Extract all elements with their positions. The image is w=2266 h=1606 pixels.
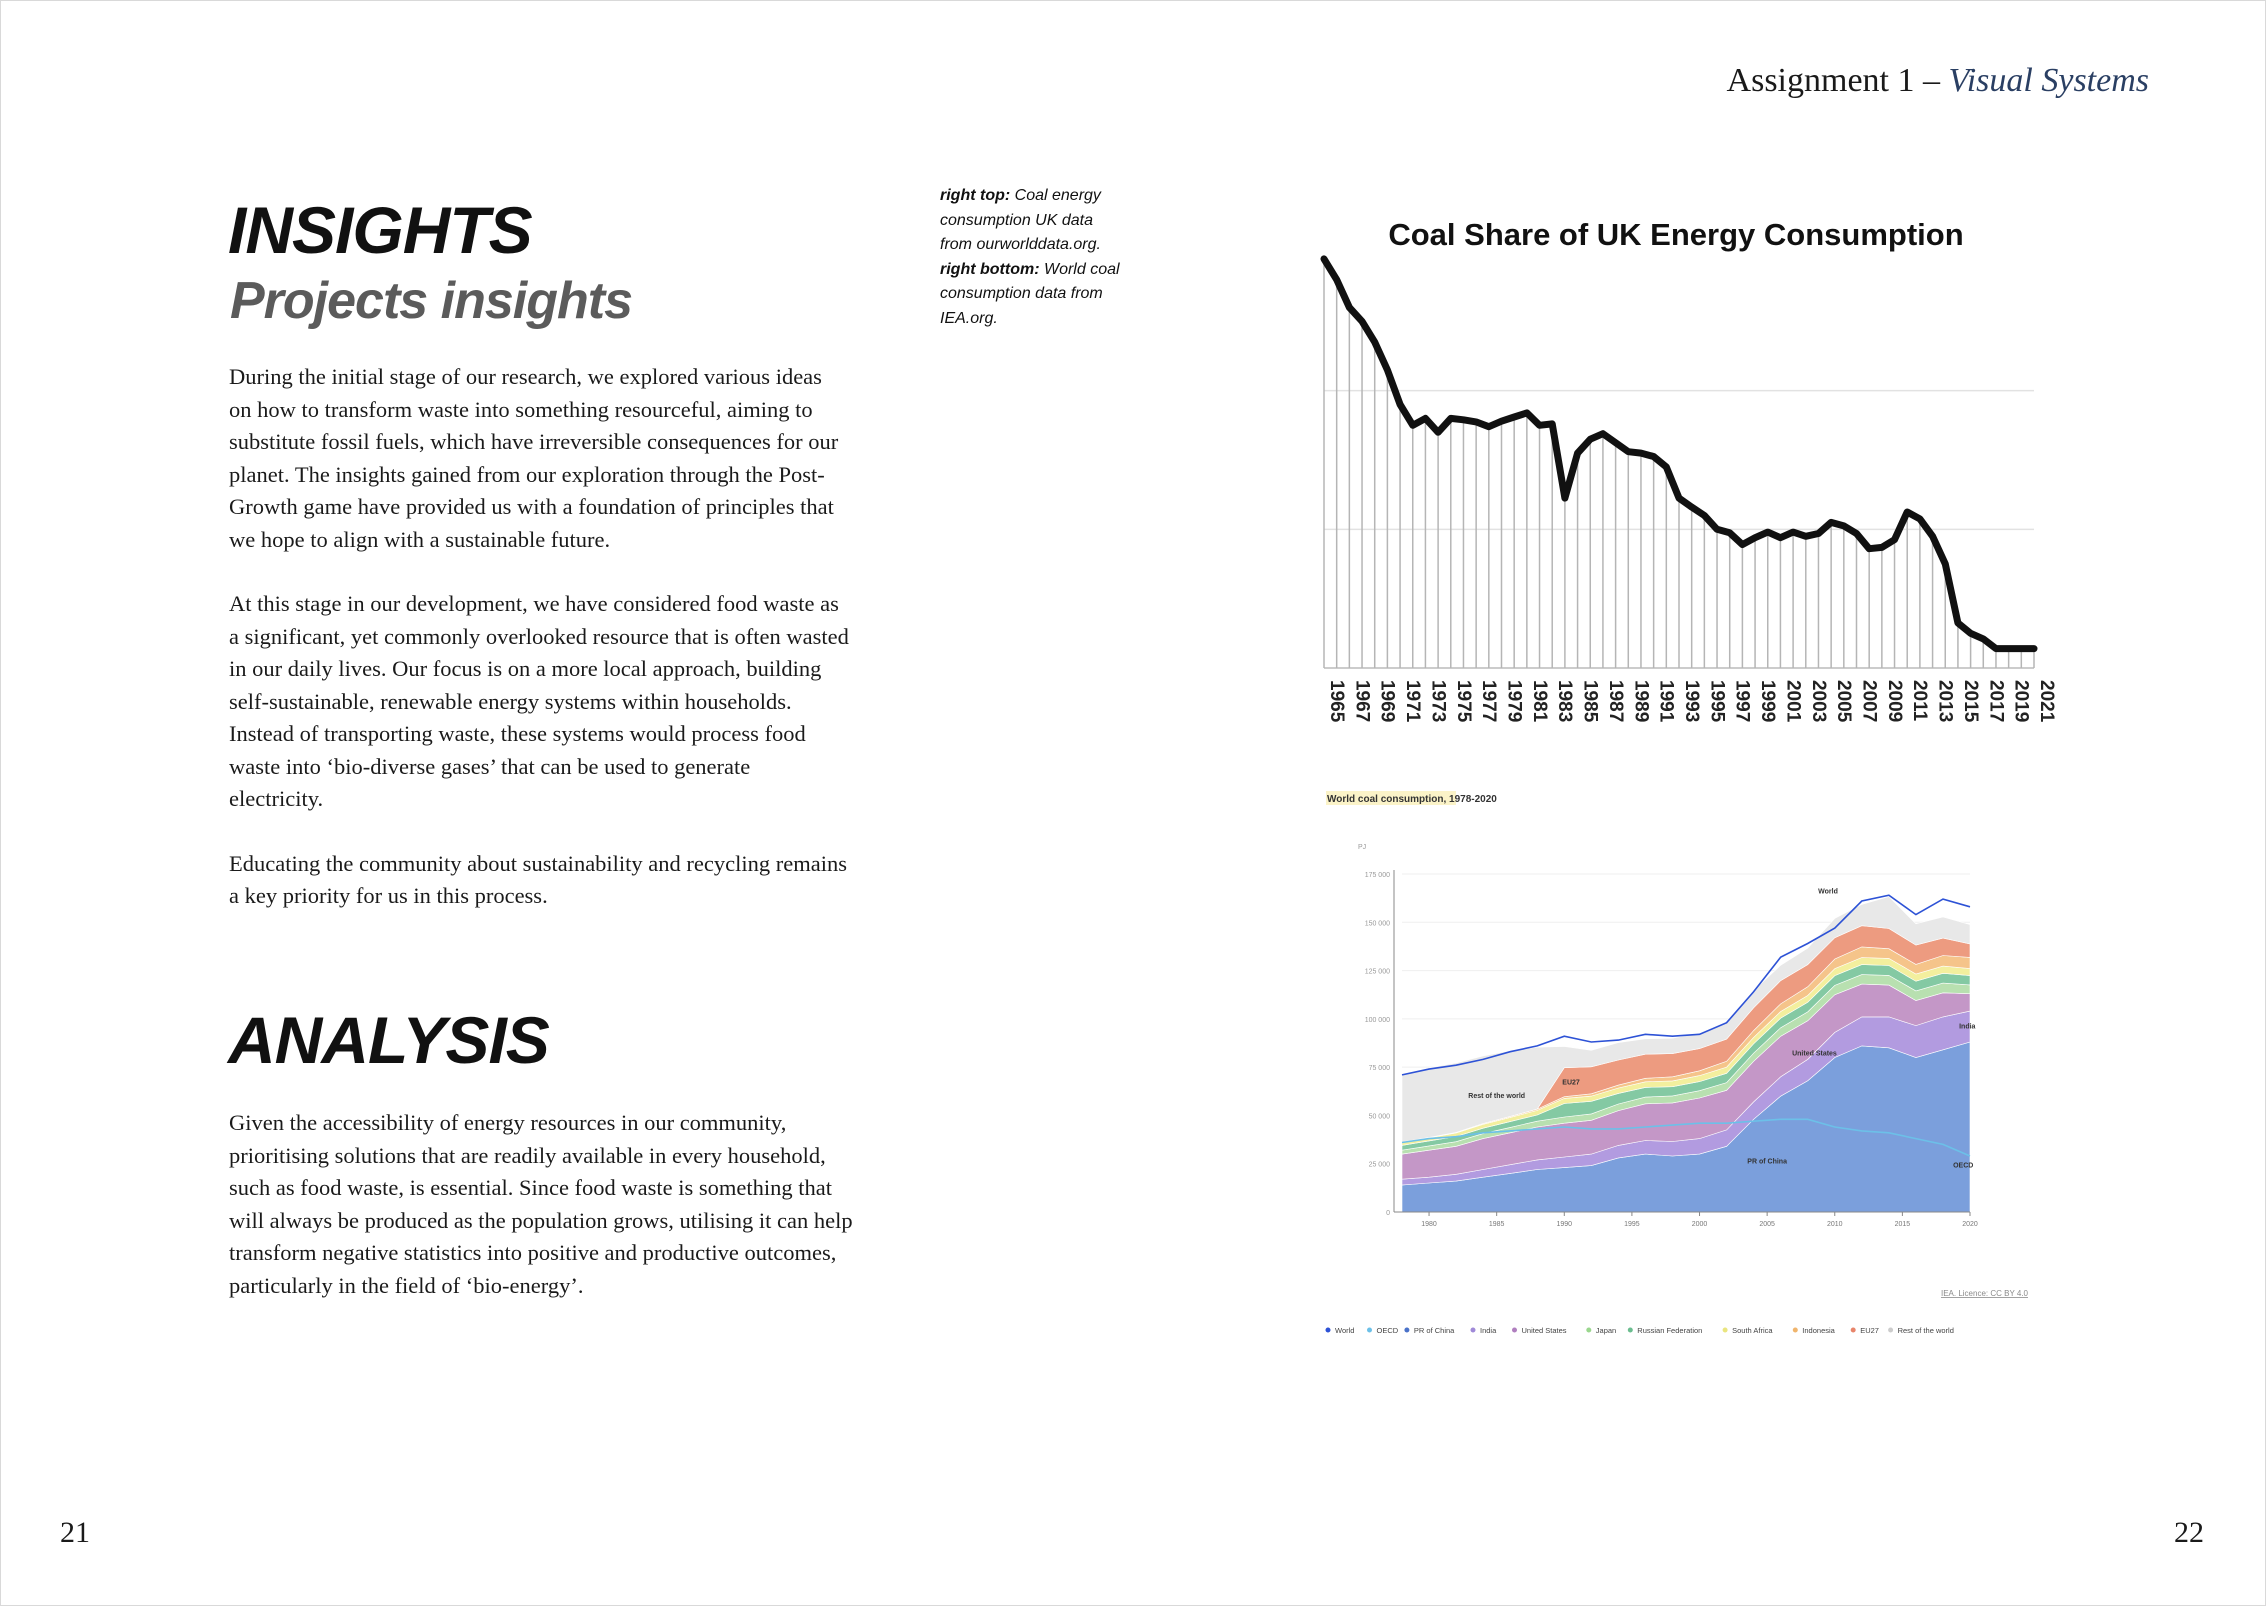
world-annotation-india: India (1959, 1023, 1976, 1031)
world-y-tick-125000: 125 000 (1364, 968, 1390, 976)
uk-coal-chart (1300, 200, 2060, 740)
world-y-tick-0: 0 (1386, 1210, 1390, 1217)
world-legend-marker (1888, 1328, 1893, 1333)
uk-tick-label-2007: 2007 (1858, 680, 1880, 723)
page-number-left: 21 (60, 1516, 90, 1549)
world-y-tick-100000: 100 000 (1364, 1016, 1390, 1024)
uk-tick-label-2009: 2009 (1883, 680, 1905, 723)
world-y-tick-175000: 175 000 (1364, 872, 1390, 879)
world-x-tick-1980: 1980 (1421, 1221, 1437, 1228)
world-annotation-united-states: United States (1792, 1050, 1837, 1058)
uk-tick-label-2021: 2021 (2036, 680, 2057, 723)
world-x-tick-2015: 2015 (1894, 1221, 1911, 1228)
running-header (1727, 62, 2149, 100)
world-chart-legend (1326, 1326, 1954, 1335)
world-annotation-oecd: OECD (1953, 1162, 1974, 1170)
uk-tick-label-2013: 2013 (1934, 680, 1956, 723)
world-coal-chart (1310, 785, 2040, 1345)
insights-subheading: Projects insights (230, 272, 632, 330)
caption-top-text: Coal energy consumption UK data from ourworlddata.org. (940, 187, 1101, 253)
uk-tick-label-1989: 1989 (1630, 680, 1652, 723)
world-y-tick-150000: 150 000 (1364, 920, 1390, 928)
world-x-tick-2005: 2005 (1759, 1221, 1775, 1228)
world-legend-pr-of-china: PR of China (1413, 1326, 1455, 1335)
world-legend-world: World (1335, 1326, 1355, 1335)
world-legend-indonesia: Indonesia (1802, 1326, 1835, 1335)
uk-tick-label-1979: 1979 (1503, 680, 1525, 723)
uk-tick-label-2005: 2005 (1833, 680, 1855, 723)
world-legend-united-states: United States (1521, 1326, 1567, 1335)
uk-tick-label-1993: 1993 (1681, 680, 1702, 723)
world-legend-oecd: OECD (1376, 1326, 1399, 1335)
uk-chart-title: Coal Share of UK Energy Consumption (1388, 217, 1964, 252)
world-legend-marker (1404, 1328, 1409, 1333)
world-x-tick-2020: 2020 (1962, 1221, 1978, 1228)
uk-tick-label-1975: 1975 (1452, 680, 1474, 723)
world-legend-russian-federation: Russian Federation (1637, 1326, 1703, 1335)
world-legend-rest-of-the-world: Rest of the world (1897, 1326, 1954, 1335)
uk-tick-label-2011: 2011 (1909, 680, 1931, 722)
insights-paragraph-1: During the initial stage of our research, we explored various ideas on how to transform waste into something resourceful, aiming to substitute fossil fuels, which have irreversible consequences for our planet. The insights gained from our exploration through the Post-Growth game have provided us with a foundation of principles that we hope to align with a sustainable future. (229, 364, 839, 552)
uk-tick-label-2001: 2001 (1782, 680, 1804, 723)
caption-bottom-text: World coal consumption data from IEA.org. (940, 260, 1120, 327)
uk-tick-label-1973: 1973 (1427, 680, 1449, 723)
insights-heading: INSIGHTS (228, 193, 532, 267)
analysis-body (229, 1107, 859, 1334)
world-x-tick-1985: 1985 (1488, 1221, 1505, 1228)
world-legend-marker (1723, 1328, 1728, 1333)
uk-tick-label-1985: 1985 (1579, 680, 1601, 723)
world-x-tick-2000: 2000 (1691, 1221, 1708, 1228)
world-chart-source: IEA. Licence: CC BY 4.0 (1940, 1289, 2028, 1298)
uk-chart-x-ticks (1326, 680, 2057, 723)
world-legend-marker (1471, 1328, 1476, 1333)
insights-paragraph-2: At this stage in our development, we have considered food waste as a significant, yet commonly overlooked resource that is often wasted in our daily lives. Our focus is on a more local approach, building self-sustainable, renewable energy systems within households. Instead of transporting waste, these systems would process food waste into ‘bio-diverse gases’ that can be used to generate electricity. (229, 591, 849, 811)
world-y-tick-75000: 75 000 (1368, 1065, 1390, 1073)
uk-tick-label-1997: 1997 (1731, 680, 1753, 723)
world-x-tick-1995: 1995 (1624, 1221, 1640, 1228)
world-annotation-pr-of-china: PR of China (1747, 1158, 1787, 1166)
world-legend-eu27: EU27 (1860, 1326, 1879, 1335)
world-legend-marker (1628, 1328, 1633, 1333)
figure-caption (940, 184, 1120, 331)
world-legend-south-africa: South Africa (1732, 1326, 1773, 1335)
uk-tick-label-1971: 1971 (1402, 680, 1424, 723)
uk-tick-label-1991: 1991 (1655, 680, 1677, 723)
uk-tick-label-1977: 1977 (1478, 680, 1500, 723)
world-annotation-world: World (1818, 888, 1838, 896)
uk-chart-drop-lines (1324, 259, 2034, 668)
uk-tick-label-1995: 1995 (1706, 680, 1728, 723)
caption-bottom-label: right bottom: (940, 260, 1040, 278)
uk-tick-label-1983: 1983 (1554, 680, 1576, 723)
world-legend-marker (1851, 1328, 1856, 1333)
header-subject: Visual Systems (1948, 62, 2149, 99)
uk-tick-label-1981: 1981 (1528, 680, 1550, 723)
uk-tick-label-1969: 1969 (1376, 680, 1398, 723)
world-legend-marker (1512, 1328, 1517, 1333)
page-number-right: 22 (2174, 1516, 2204, 1549)
insights-body (229, 361, 849, 945)
uk-tick-label-1967: 1967 (1351, 680, 1373, 723)
world-x-tick-1990: 1990 (1556, 1221, 1573, 1228)
world-legend-japan: Japan (1595, 1326, 1617, 1335)
uk-tick-label-2017: 2017 (1985, 680, 2007, 723)
uk-tick-label-2019: 2019 (2010, 680, 2032, 723)
analysis-paragraph: Given the accessibility of energy resources in our community, prioritising solutions that are readily available in every household, such as food waste, is essential. Since food waste is something that will always be produced as the population grows, utilising it can help transform negative statistics into positive and productive outcomes, particularly in the field of ‘bio-energy’. (229, 1110, 853, 1298)
world-y-tick-50000: 50 000 (1368, 1113, 1390, 1121)
world-annotation-rest-of-the-world: Rest of the world (1468, 1093, 1526, 1101)
world-legend-india: India (1480, 1326, 1497, 1335)
world-y-unit: PJ (1358, 844, 1367, 851)
world-chart-title: World coal consumption, 1978-2020 (1327, 794, 1497, 805)
world-legend-marker (1326, 1328, 1331, 1333)
uk-tick-label-1965: 1965 (1326, 680, 1347, 723)
world-chart-areas (1402, 897, 1970, 1212)
uk-tick-label-2003: 2003 (1807, 680, 1829, 723)
world-legend-marker (1586, 1328, 1591, 1333)
header-assignment: Assignment 1 – (1726, 62, 1949, 99)
world-legend-marker (1793, 1328, 1798, 1333)
world-x-tick-2010: 2010 (1826, 1221, 1843, 1228)
analysis-heading: ANALYSIS (228, 1003, 549, 1077)
caption-top-label: right top: (940, 187, 1011, 204)
world-y-tick-25000: 25 000 (1368, 1161, 1390, 1169)
insights-paragraph-3: Educating the community about sustainability and recycling remains a key priority for us in this process. (229, 850, 847, 908)
world-annotation-eu27: EU27 (1562, 1079, 1580, 1087)
world-legend-marker (1367, 1328, 1372, 1333)
uk-tick-label-1987: 1987 (1604, 680, 1626, 723)
uk-tick-label-2015: 2015 (1959, 680, 1981, 723)
uk-tick-label-1999: 1999 (1757, 680, 1779, 723)
